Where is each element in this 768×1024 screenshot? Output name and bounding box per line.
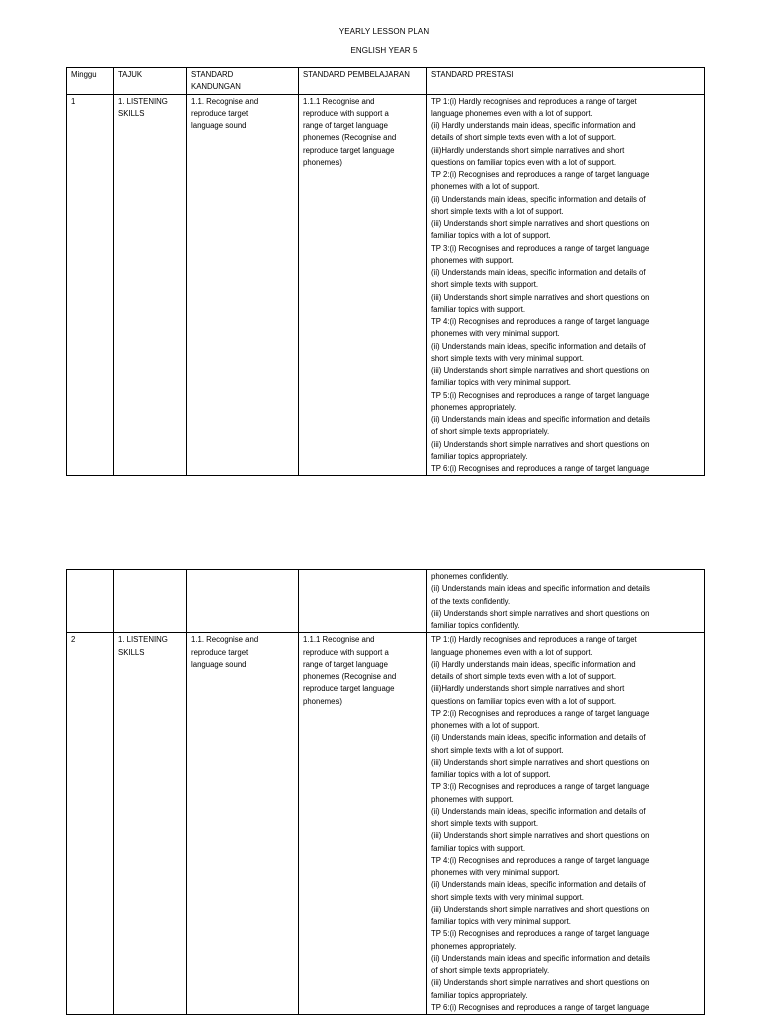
cell-minggu: 2 (67, 633, 114, 1015)
prestasi-line: short simple texts with a lot of support. (431, 206, 564, 216)
cell-standard-prestasi-continued (427, 570, 705, 633)
document-subtitle: ENGLISH YEAR 5 (350, 46, 418, 55)
prestasi-line: short simple texts with very minimal support. (431, 892, 584, 902)
prestasi-line: TP 4:(i) Recognises and reproduces a range of target language (431, 855, 650, 865)
cell-minggu: 1 (67, 94, 114, 476)
prestasi-line: details of short simple texts even with a lot of support. (431, 672, 617, 681)
prestasi-line: (iii) Understands short simple narratives and short questions on (431, 608, 650, 618)
cell-tajuk: 1. LISTENING SKILLS (114, 94, 187, 476)
prestasi-line: (iii) Understands short simple narratives and short questions on (431, 366, 650, 375)
prestasi-line: phonemes with very minimal support. (431, 329, 560, 339)
cell-tajuk-empty (114, 570, 187, 633)
prestasi-line: (ii) Hardly understands main ideas, specific information and (431, 659, 636, 669)
prestasi-line: short simple texts with support. (431, 819, 539, 828)
cell-standard-prestasi (427, 633, 705, 1015)
prestasi-line: (ii) Understands main ideas and specific information and details (431, 953, 650, 963)
prestasi-line: familiar topics with a lot of support. (431, 770, 551, 779)
prestasi-line: short simple texts with very minimal support. (431, 353, 584, 363)
prestasi-line: (ii) Understands main ideas and specific information and details (431, 584, 650, 594)
cell-standard-prestasi (427, 94, 705, 476)
prestasi-line: phonemes confidently. (431, 572, 509, 581)
cell-minggu-empty (67, 570, 114, 633)
table-row (67, 633, 705, 1015)
col-header-standard-kandungan: STANDARD KANDUNGAN (187, 68, 299, 95)
prestasi-line: (iii)Hardly understands short simple narratives and short (431, 145, 625, 155)
col-header-standard-pembelajaran: STANDARD PEMBELAJARAN (299, 68, 427, 95)
cell-standard-pembelajaran: 1.1.1 Recognise and reproduce with support a range of target language phonemes (Recognise and reproduce target language phonemes) (299, 94, 427, 476)
prestasi-line: (ii) Understands main ideas, specific information and details of (431, 806, 646, 816)
prestasi-line: TP 6:(i) Recognises and reproduces a range of target language (431, 1002, 650, 1012)
prestasi-line: language phonemes even with a lot of support. (431, 647, 593, 657)
prestasi-line: familiar topics appropriately. (431, 451, 528, 461)
prestasi-line: TP 5:(i) Recognises and reproduces a range of target language (431, 390, 650, 400)
prestasi-line: (ii) Hardly understands main ideas, specific information and (431, 121, 636, 130)
prestasi-line: questions on familiar topics even with a lot of support. (431, 696, 617, 706)
prestasi-line: (iii) Understands short simple narratives and short questions on (431, 439, 650, 449)
prestasi-line: phonemes with support. (431, 794, 514, 804)
prestasi-line: of the texts confidently. (431, 596, 511, 606)
prestasi-line: phonemes with support. (431, 255, 514, 265)
prestasi-line: phonemes appropriately. (431, 941, 517, 951)
prestasi-line: language phonemes even with a lot of support. (431, 108, 593, 118)
prestasi-line: (ii) Understands main ideas, specific information and details of (431, 194, 646, 204)
prestasi-line: of short simple texts appropriately. (431, 427, 550, 437)
prestasi-line: short simple texts with a lot of support. (431, 745, 564, 755)
prestasi-line: familiar topics with support. (431, 843, 526, 853)
prestasi-line: familiar topics confidently. (431, 621, 520, 630)
prestasi-line: TP 1:(i) Hardly recognises and reproduces a range of target (431, 96, 637, 106)
cell-standard-pembelajaran: 1.1.1 Recognise and reproduce with support a range of target language phonemes (Recognise and reproduce target language phonemes) (299, 633, 427, 1015)
col-header-tajuk: TAJUK (114, 68, 187, 95)
prestasi-line: phonemes with very minimal support. (431, 868, 560, 877)
prestasi-line: TP 3:(i) Recognises and reproduces a range of target language (431, 243, 650, 253)
prestasi-line: TP 5:(i) Recognises and reproduces a range of target language (431, 929, 650, 939)
prestasi-line: (ii) Understands main ideas, specific information and details of (431, 341, 646, 351)
prestasi-line: (ii) Understands main ideas, specific information and details of (431, 880, 646, 890)
cell-standard-kandungan-empty (187, 570, 299, 633)
prestasi-line: TP 2:(i) Recognises and reproduces a range of target language (431, 708, 650, 718)
prestasi-line: TP 1:(i) Hardly recognises and reproduces a range of target (431, 635, 637, 645)
prestasi-line: familiar topics with support. (431, 304, 526, 314)
prestasi-line: of short simple texts appropriately. (431, 966, 550, 975)
prestasi-line: familiar topics with a lot of support. (431, 231, 551, 241)
prestasi-line: (iii)Hardly understands short simple narratives and short (431, 684, 625, 694)
prestasi-line: familiar topics with very minimal support. (431, 378, 571, 388)
table-header-row (67, 68, 705, 95)
prestasi-line: TP 4:(i) Recognises and reproduces a range of target language (431, 317, 650, 326)
prestasi-line: (iii) Understands short simple narratives and short questions on (431, 219, 650, 228)
prestasi-line: (iii) Understands short simple narratives and short questions on (431, 978, 650, 988)
prestasi-line: (iii) Understands short simple narratives and short questions on (431, 831, 650, 841)
prestasi-line: short simple texts with support. (431, 280, 539, 290)
cell-tajuk: 1. LISTENING SKILLS (114, 633, 187, 1015)
prestasi-line: familiar topics with very minimal support. (431, 917, 571, 926)
cell-standard-kandungan: 1.1. Recognise and reproduce target language sound (187, 633, 299, 1015)
prestasi-line: TP 6:(i) Recognises and reproduces a range of target language (431, 464, 650, 473)
prestasi-line: TP 2:(i) Recognises and reproduces a range of target language (431, 170, 650, 179)
prestasi-line: TP 3:(i) Recognises and reproduces a range of target language (431, 782, 650, 792)
cell-standard-kandungan: 1.1. Recognise and reproduce target language sound (187, 94, 299, 476)
cell-standard-pembelajaran-empty (299, 570, 427, 633)
prestasi-line: (iii) Understands short simple narratives and short questions on (431, 292, 650, 302)
table-row-continuation (67, 570, 705, 633)
prestasi-line: (ii) Understands main ideas, specific information and details of (431, 268, 646, 277)
prestasi-line: phonemes with a lot of support. (431, 182, 540, 192)
col-header-standard-prestasi: STANDARD PRESTASI (427, 68, 705, 95)
prestasi-line: (iii) Understands short simple narratives and short questions on (431, 904, 650, 914)
lesson-plan-table-page2 (66, 569, 705, 1015)
document-title: YEARLY LESSON PLAN (338, 27, 430, 36)
prestasi-line: phonemes appropriately. (431, 402, 517, 412)
col-header-minggu: Minggu (67, 68, 114, 95)
prestasi-line: (ii) Understands main ideas, specific information and details of (431, 733, 646, 743)
prestasi-line: details of short simple texts even with a lot of support. (431, 133, 617, 143)
prestasi-line: questions on familiar topics even with a lot of support. (431, 157, 617, 167)
prestasi-line: (ii) Understands main ideas and specific information and details (431, 415, 650, 424)
prestasi-line: familiar topics appropriately. (431, 990, 528, 1000)
prestasi-line: (iii) Understands short simple narratives and short questions on (431, 757, 650, 767)
lesson-plan-table-page1 (66, 67, 705, 476)
prestasi-line: phonemes with a lot of support. (431, 721, 540, 730)
table-row (67, 94, 705, 476)
